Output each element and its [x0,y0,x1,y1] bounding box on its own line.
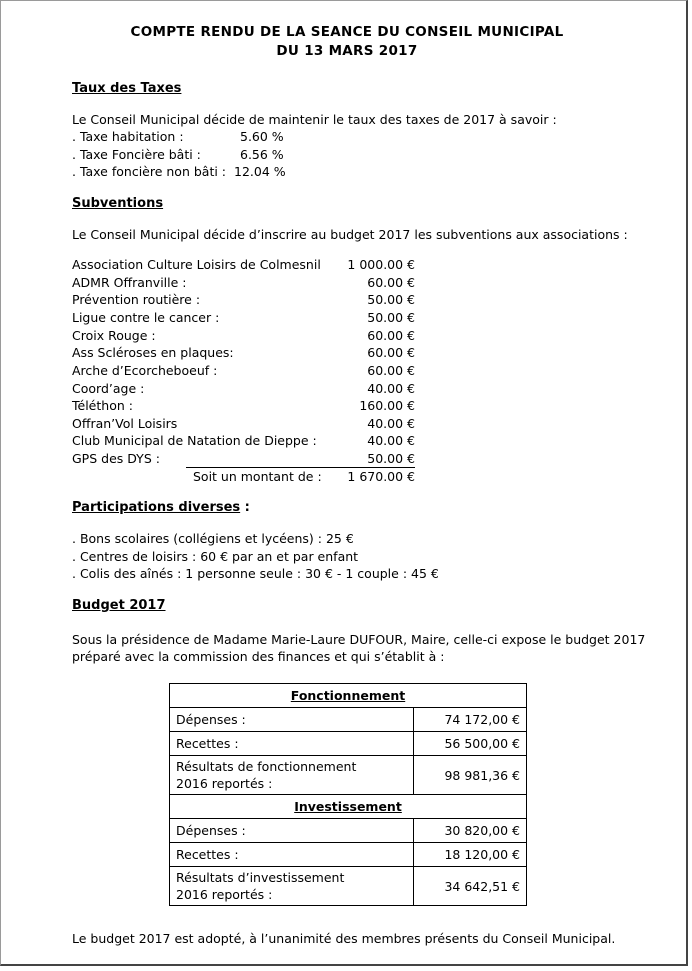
subventions-total-label: Soit un montant de : [193,469,322,484]
budget-intro-line1: Sous la présidence de Madame Marie-Laure DUFOUR, Maire, celle-ci expose le budget 2017 [72,632,646,647]
budget-row-label [170,867,414,906]
budget-heading: Budget 2017 [72,598,166,613]
budget-row-label [170,756,414,795]
table-row [170,867,527,906]
participations-heading: Participations diverses [72,500,241,515]
subvention-label: Club Municipal de Natation de Dieppe : [72,433,317,448]
budget-row-value: 98 981,36 € [413,756,526,795]
subvention-label: Ass Scléroses en plaques: [72,345,234,360]
subvention-amount: 60.00 € [367,363,415,378]
subvention-label: Offran’Vol Loisirs [72,416,178,431]
participations-heading-colon: : [240,500,250,515]
taux-value-2: 6.56 % [240,147,284,162]
taux-intro: Le Conseil Municipal décide de maintenir le taux des taxes de 2017 à savoir : [72,112,557,127]
subvention-label: Croix Rouge : [72,328,156,343]
budget-row-label-line2: 2016 reportés : [176,887,273,902]
subvention-amount: 40.00 € [367,381,415,396]
taux-heading: Taux des Taxes [72,81,182,96]
subvention-label: GPS des DYS : [72,451,160,466]
subventions-heading: Subventions [72,196,164,211]
budget-row-value: 56 500,00 € [413,732,526,756]
fonctionnement-heading: Fonctionnement [170,684,527,708]
subvention-amount: 40.00 € [367,416,415,431]
subvention-amount: 60.00 € [367,275,415,290]
subvention-amount: 40.00 € [367,433,415,448]
budget-row-value: 74 172,00 € [413,708,526,732]
budget-intro-line2: préparé avec la commission des finances et qui s’établit à : [72,649,445,664]
budget-conclusion: Le budget 2017 est adopté, à l’unanimité des membres présents du Conseil Municipal. [72,931,616,946]
budget-row-label: Dépenses : [170,819,414,843]
budget-row-label: Recettes : [170,732,414,756]
subvention-amount: 60.00 € [367,328,415,343]
table-row [170,843,527,867]
participation-item: . Bons scolaires (collégiens et lycéens) : 25 € [72,531,354,546]
budget-row-label: Recettes : [170,843,414,867]
participation-item: . Colis des aînés : 1 personne seule : 30 € - 1 couple : 45 € [72,566,439,581]
budget-table [169,683,527,906]
subvention-amount: 50.00 € [367,310,415,325]
budget-row-value: 18 120,00 € [413,843,526,867]
taux-label-1: . Taxe habitation : [72,129,184,144]
taux-value-3: 12.04 % [234,164,286,179]
budget-row-label-line1: Résultats de fonctionnement [176,759,357,774]
participation-item: . Centres de loisirs : 60 € par an et par enfant [72,549,359,564]
subvention-label: Arche d’Ecorcheboeuf : [72,363,218,378]
taux-value-1: 5.60 % [240,129,284,144]
subvention-label: Téléthon : [72,398,133,413]
subvention-label: ADMR Offranville : [72,275,187,290]
subventions-intro: Le Conseil Municipal décide d’inscrire au budget 2017 les subventions aux associations : [72,227,628,242]
budget-row-value: 30 820,00 € [413,819,526,843]
table-row [170,819,527,843]
subvention-label: Prévention routière : [72,292,201,307]
subvention-amount: 50.00 € [367,292,415,307]
subvention-amount: 1 000.00 € [347,257,415,272]
investissement-heading: Investissement [170,795,527,819]
participations-heading-line [72,500,250,515]
subvention-label: Ligue contre le cancer : [72,310,220,325]
subventions-total-amount: 1 670.00 € [347,469,415,484]
taux-label-3: . Taxe foncière non bâti : [72,164,227,179]
subvention-amount: 60.00 € [367,345,415,360]
subvention-label: Coord’age : [72,381,145,396]
budget-row-label: Dépenses : [170,708,414,732]
subvention-amount: 50.00 € [367,451,415,466]
budget-row-label-line2: 2016 reportés : [176,776,273,791]
subvention-label: Association Culture Loisirs de Colmesnil [72,257,321,272]
table-row [170,732,527,756]
table-row [170,708,527,732]
document-title-line2: DU 13 MARS 2017 [276,43,418,59]
budget-row-value: 34 642,51 € [413,867,526,906]
total-rule [186,467,415,468]
budget-row-label-line1: Résultats d’investissement [176,870,345,885]
document-title-line1: COMPTE RENDU DE LA SEANCE DU CONSEIL MUNICIPAL [130,24,564,40]
taux-label-2: . Taxe Foncière bâti : [72,147,201,162]
subvention-amount: 160.00 € [359,398,415,413]
table-row [170,756,527,795]
